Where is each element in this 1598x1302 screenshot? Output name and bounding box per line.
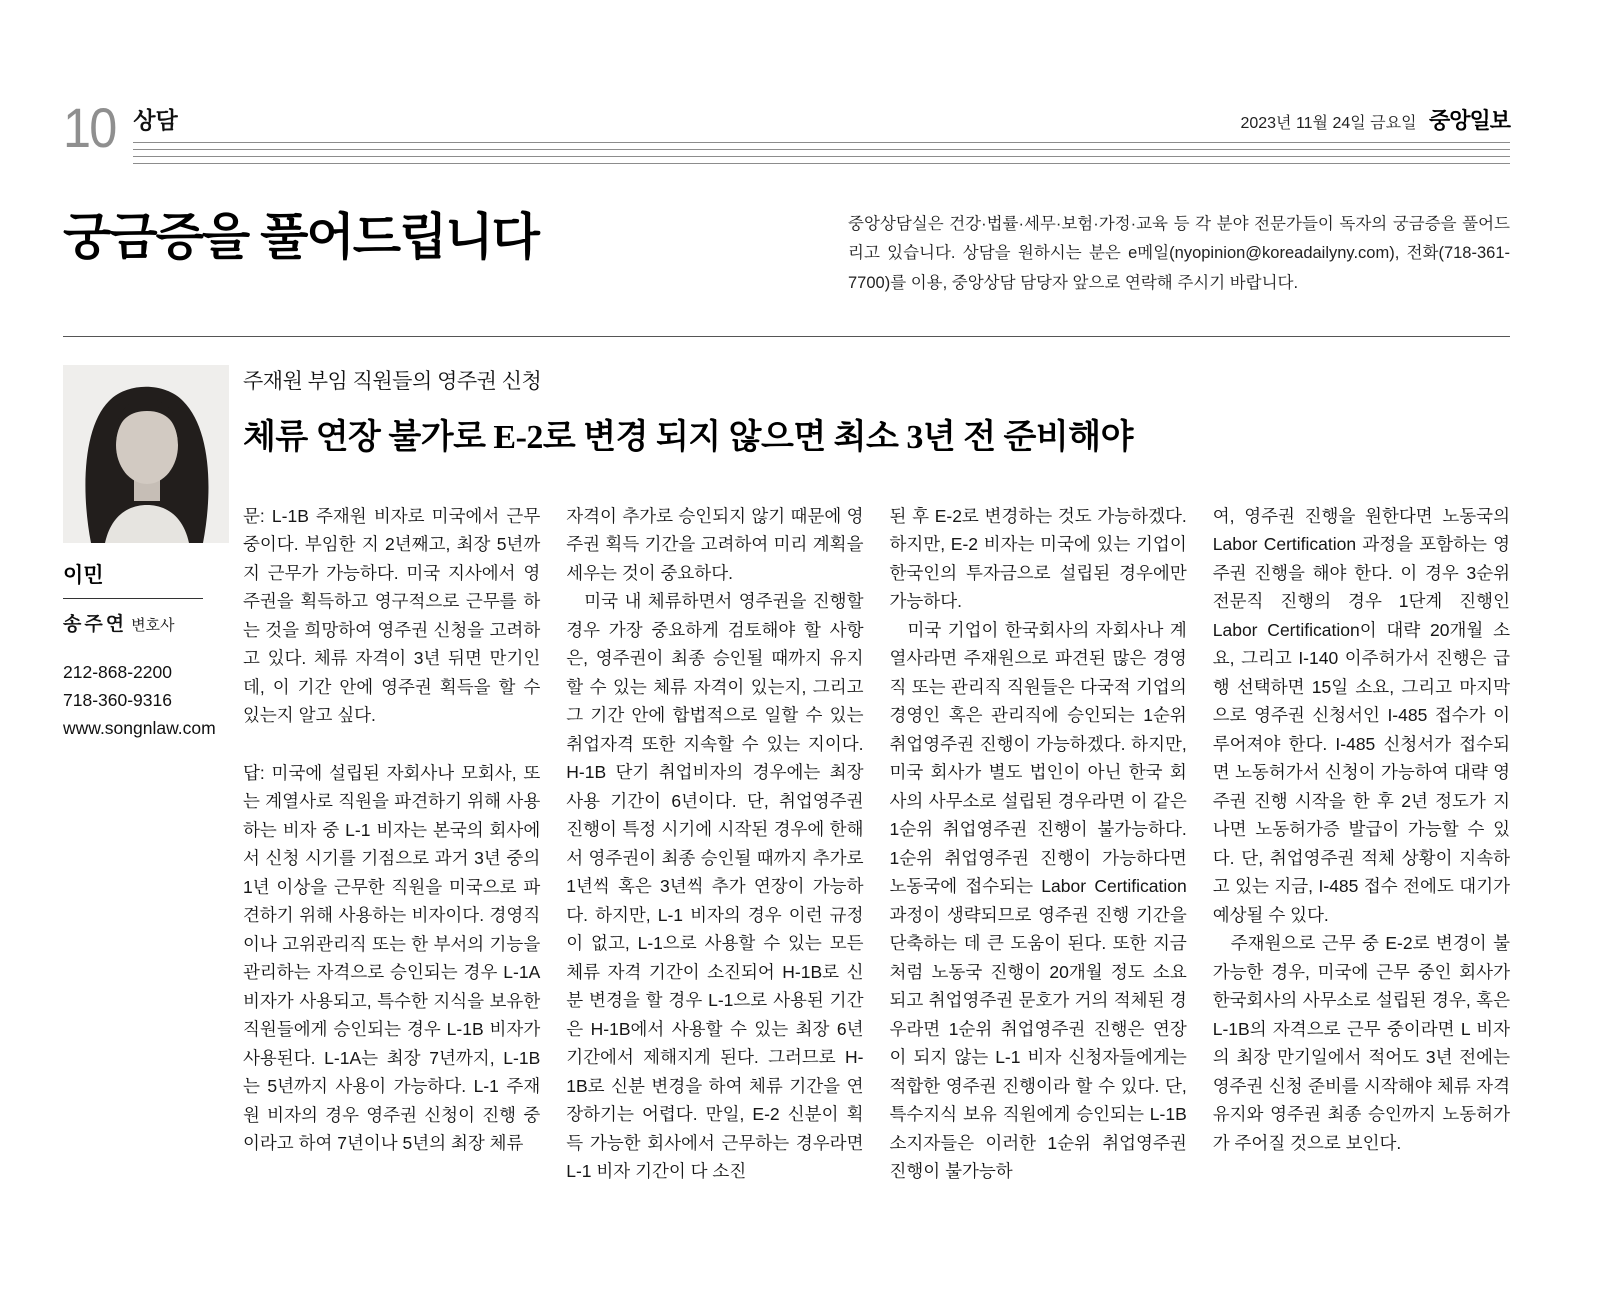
- author-category: 이민: [63, 559, 203, 599]
- paragraph: 미국 기업이 한국회사의 자회사나 계열사라면 주재원으로 파견된 많은 경영직 또는 관리직 직원들은 다국적 기업의 경영인 혹은 관리직에 승인되는 1순위 취업영주권 진행이 가능하겠다. 하지만, 미국 회사가 별도 법인이 아닌 한국 회사의 사무소로 설립된 경우라면 이 같은 1순위 취업영주권 진행이 불가능하다. 1순위 취업영주권 진행이 가능하다면 노동국에 접수되는 Labor Certification 과정이 생략되므로 영주권 진행 기간을 단축하는 데 큰 도움이 된다. 또한 지금처럼 노동국 진행이 20개월 정도 소요되고 취업영주권 문호가 거의 적체된 경우라면 1순위 취업영주권 진행은 연장이 되지 않는 L-1 비자 신청자들에게는 적합한 영주권 진행이라 할 수 있다. 단, 특수지식 보유 직원에게 승인되는 L-1B 소지자들은 이러한 1순위 취업영주권 진행이 불가능하: [889, 619, 1187, 1182]
- author-contact: [63, 658, 229, 742]
- body-column-4: [1213, 502, 1510, 1186]
- paragraph: 된 후 E-2로 변경하는 것도 가능하겠다. 하지만, E-2 비자는 미국에 있는 기업이 한국인의 투자금으로 설립된 경우에만 가능하다.: [889, 505, 1187, 612]
- header-rule: [133, 149, 1510, 150]
- header-rules: [133, 142, 1510, 164]
- author-title: 변호사: [131, 617, 175, 635]
- article: [63, 365, 1510, 1186]
- header-rule: [133, 163, 1510, 164]
- article-headline: 체류 연장 불가로 E-2로 변경 되지 않으면 최소 3년 전 준비해야: [243, 419, 1133, 457]
- body-column-3: [890, 502, 1187, 1186]
- article-columns: [243, 502, 1510, 1186]
- website-url: www.songnlaw.com: [63, 718, 216, 739]
- page-header: [63, 96, 1510, 164]
- section-divider: [63, 336, 1510, 337]
- paragraph-question: 문: L-1B 주재원 비자로 미국에서 근무 중이다. 부임한 지 2년째고, 최장 5년까지 근무가 가능하다. 미국 지사에서 영주권을 획득하고 영구적으로 근무를 하는 것을 희망하여 영주권 신청을 고려하고 있다. 체류 자격이 3년 뒤면 만기인데, 이 기간 안에 영주권 획득을 할 수 있는지 알고 싶다.: [243, 505, 541, 726]
- phone-number-1: 212-868-2200: [63, 662, 172, 683]
- section-label: 상담: [133, 107, 178, 133]
- header-rule: [133, 156, 1510, 157]
- paragraph: 자격이 추가로 승인되지 않기 때문에 영주권 획득 기간을 고려하여 미리 계획을 세우는 것이 중요하다.: [566, 505, 864, 583]
- paragraph: 주재원으로 근무 중 E-2로 변경이 불가능한 경우, 미국에 근무 중인 회사가 한국회사의 사무소로 설립된 경우, 혹은 L-1B의 자격으로 근무 중이라면 L 비자의 최장 만기일에서 적어도 3년 전에는 영주권 신청 준비를 시작해야 체류 자격 유지와 영주권 최종 승인까지 노동허가가 주어질 것으로 보인다.: [1212, 933, 1510, 1153]
- author-name-text: 송주연: [63, 614, 128, 636]
- issue-date: 2023년 11월 24일 금요일: [1240, 115, 1417, 132]
- portrait-image: [63, 365, 229, 543]
- page-title: 궁금증을 풀어드립니다: [63, 209, 538, 265]
- body-column-1: [243, 502, 540, 1186]
- intro-section: [63, 210, 1510, 298]
- paragraph: 미국 내 체류하면서 영주권을 진행할 경우 가장 중요하게 검토해야 할 사항은, 영주권이 최종 승인될 때까지 유지할 수 있는 체류 자격이 있는지, 그리고 그 기간 안에 합법적으로 일할 수 있는 취업자격 또한 지속할 수 있는 지이다. H-1B 단기 취업비자의 경우에는 최장 사용 기간이 6년이다. 단, 취업영주권 진행이 특정 시기에 시작된 경우에 한해서 영주권이 최종 승인될 때까지 추가로 1년씩 혹은 3년씩 추가 연장이 가능하다. 하지만, L-1 비자의 경우 이런 규정이 없고, L-1으로 사용할 수 있는 모든 체류 자격 기간이 소진되어 H-1B로 신분 변경을 할 경우 L-1으로 사용된 기간은 H-1B에서 사용할 수 있는 최장 6년 기간에서 제해지게 된다. 그러므로 H-1B로 신분 변경을 하여 체류 기간을 연장하기는 어렵다. 만일, E-2 신분이 획득 가능한 회사에서 근무하는 경우라면 L-1 비자 기간이 다 소진: [566, 591, 864, 1182]
- author-name: [63, 609, 229, 636]
- author-box: [63, 365, 229, 1186]
- masthead-logo: 중앙일보: [1428, 108, 1510, 133]
- intro-description: 중앙상담실은 건강·법률·세무·보험·가정·교육 등 각 분야 전문가들이 독자의 궁금증을 풀어드리고 있습니다. 상담을 원하시는 분은 e메일(nyopinion@koreadailyny.com), 전화(718-361-7700)를 이용, 중앙상담 담당자 앞으로 연락해 주시기 바랍니다.: [848, 215, 1510, 292]
- header-top: [133, 102, 1510, 135]
- body-column-2: [566, 502, 863, 1186]
- date-line: [1240, 104, 1510, 135]
- page-number: 10: [63, 96, 116, 159]
- article-main: [243, 365, 1510, 1186]
- paragraph-answer: 답: 미국에 설립된 자회사나 모회사, 또는 계열사로 직원을 파견하기 위해 사용하는 비자 중 L-1 비자는 본국의 회사에서 신청 시기를 기점으로 과거 3년 중의 1년 이상을 근무한 직원을 미국으로 파견하기 위해 사용하는 비자이다. 경영직이나 고위관리직 또는 한 부서의 기능을 관리하는 자격으로 승인되는 경우 L-1A 비자가 사용되고, 특수한 지식을 보유한 직원들에게 승인되는 경우 L-1B 비자가 사용된다. L-1A는 최장 7년까지, L-1B는 5년까지 사용이 가능하다. L-1 주재원 비자의 경우 영주권 신청이 진행 중이라고 하여 7년이나 5년의 최장 체류: [243, 762, 541, 1154]
- author-photo: [63, 365, 229, 543]
- header-rule: [133, 142, 1510, 143]
- phone-number-2: 718-360-9316: [63, 690, 172, 711]
- article-kicker: 주재원 부임 직원들의 영주권 신청: [243, 370, 542, 394]
- header-main: [133, 100, 1510, 164]
- paragraph: 여, 영주권 진행을 원한다면 노동국의 Labor Certification 과정을 포함하는 영주권 진행을 해야 한다. 이 경우 3순위 전문직 진행의 경우 1단계 진행인 Labor Certification이 대략 20개월 소요, 그리고 I-140 이주허가서 진행은 급행 선택하면 15일 소요, 그리고 마지막으로 영주권 신청서인 I-485 접수가 이루어져야 한다. I-485 신청서가 접수되면 노동허가서 신청이 가능하여 대략 영주권 진행 시작을 한 후 2년 정도가 지나면 노동허가증 발급이 가능할 수 있다. 단, 취업영주권 적체 상황이 지속하고 있는 지금, I-485 접수 전에도 대기가 예상될 수 있다.: [1212, 505, 1510, 925]
